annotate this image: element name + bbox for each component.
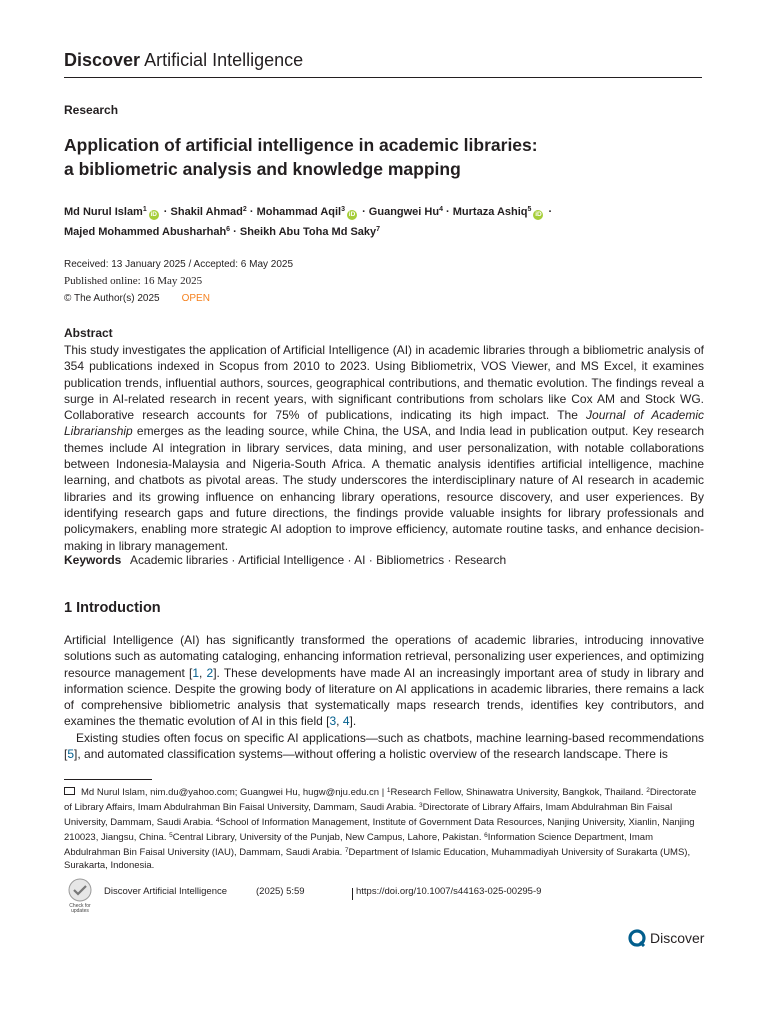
journal-header bbox=[64, 50, 303, 71]
introduction-body bbox=[64, 632, 704, 762]
journal-name: Artificial Intelligence bbox=[144, 50, 304, 70]
journal-brand: Discover bbox=[64, 50, 141, 70]
author-separator: · bbox=[545, 206, 553, 218]
affiliation-sup: 3 bbox=[418, 802, 423, 809]
affiliation-sup: 5 bbox=[169, 832, 173, 839]
author-separator: · bbox=[442, 206, 453, 218]
author-list bbox=[64, 201, 704, 241]
author-separator: · bbox=[359, 206, 369, 218]
open-access-badge: OPEN bbox=[181, 293, 210, 304]
affiliation-text: Central Library, University of the Punjab, New Campus, Lahore, Pakistan. bbox=[172, 832, 485, 843]
abstract-text bbox=[64, 342, 704, 554]
paragraph bbox=[64, 730, 704, 763]
keywords-label: Keywords bbox=[64, 553, 122, 567]
text-run: Existing studies often focus on specific AI applications—such as chatbots, machine learning-based recommendations [ bbox=[64, 730, 704, 762]
orcid-icon[interactable]: iD bbox=[150, 211, 157, 218]
affiliation-text: Department of Islamic Education, Muhammadiyah University of Surakarta (UMS), Surakarta, Indonesia. bbox=[64, 847, 691, 871]
text-run: Artificial Intelligence (AI) has significantly transformed the operations of academic libraries, introducing innovative solutions such as automating cataloging, enhancing information retrieval, personalizing user experiences, and optimizing resource management [ bbox=[64, 633, 704, 680]
published-online: Published online: 16 May 2025 bbox=[64, 275, 203, 287]
affiliation-sup: 2 bbox=[646, 787, 650, 794]
footer-journal: Discover Artificial Intelligence bbox=[104, 886, 228, 897]
author-name[interactable]: Sheikh Abu Toha Md Saky bbox=[239, 226, 377, 238]
author-separator: · bbox=[246, 206, 257, 218]
author-separator: · bbox=[160, 206, 171, 218]
article-dates bbox=[64, 256, 293, 307]
affiliation-sup: 5 bbox=[527, 206, 532, 213]
text-run: ]. These developments have made AI an increasingly important area of study in library and information science. Despite the growing body of literature on AI applications in academic libraries, there remains a lack of comprehensive bibliometric analysis that systematically maps research trends, identifies key contributors, and examines the thematic evolution of AI in this field [ bbox=[64, 665, 704, 729]
badge-text-2: updates bbox=[71, 908, 89, 914]
discover-logo-icon bbox=[628, 929, 646, 947]
author-name[interactable]: Mohammad Aqil bbox=[256, 206, 342, 218]
citation-link[interactable]: 1 bbox=[192, 665, 200, 680]
affiliation-sup: 6 bbox=[226, 226, 231, 233]
affiliation-text: Research Fellow, Shinawatra University, Bangkok, Thailand. bbox=[390, 787, 647, 798]
text-run: , bbox=[336, 714, 343, 729]
author-name[interactable]: Shakil Ahmad bbox=[170, 206, 243, 218]
citation-link[interactable]: 3 bbox=[329, 714, 337, 729]
keywords bbox=[64, 553, 704, 567]
affiliation-sup: 7 bbox=[376, 226, 381, 233]
orcid-icon[interactable]: iD bbox=[348, 211, 356, 218]
affiliation-text: Directorate of Library Affairs, Imam Abdulrahman Bin Faisal University, Dammam, Saudi Arabia. bbox=[64, 802, 673, 828]
abstract-heading: Abstract bbox=[64, 326, 113, 340]
affiliation-sup: 2 bbox=[242, 206, 247, 213]
author-name[interactable]: Murtaza Ashiq bbox=[452, 206, 528, 218]
footer-volume: (2025) 5:59 bbox=[256, 886, 305, 897]
affiliation-footnotes bbox=[64, 784, 704, 872]
footer-separator bbox=[352, 888, 353, 900]
title-line-2: a bibliometric analysis and knowledge mapping bbox=[64, 159, 461, 179]
paragraph bbox=[64, 632, 704, 730]
affiliation-sup: 4 bbox=[439, 206, 443, 213]
citation-link[interactable]: 2 bbox=[206, 665, 214, 680]
copyright: © The Author(s) 2025 bbox=[64, 293, 160, 304]
discover-logo-text: Discover bbox=[650, 930, 705, 946]
affiliation-sup: 3 bbox=[341, 206, 346, 213]
badge-text-1: Check for bbox=[69, 903, 91, 909]
text-run: ]. bbox=[349, 714, 357, 729]
check-for-updates-icon[interactable] bbox=[64, 878, 96, 914]
author-name[interactable]: Majed Mohammed Abusharhah bbox=[64, 226, 227, 238]
envelope-icon bbox=[64, 787, 75, 795]
affiliation-sup: 7 bbox=[344, 847, 349, 854]
affiliation-sup: 1 bbox=[142, 206, 147, 213]
affiliation-sup: 6 bbox=[484, 832, 488, 839]
orcid-icon[interactable]: iD bbox=[535, 211, 542, 218]
footnote-rule bbox=[64, 779, 152, 780]
affiliation-text: School of Information Management, Institute of Government Data Resources, Nanjing University, Xianlin, Nanjing 210023, Jiangsu, China. bbox=[64, 817, 695, 843]
affiliation-text: Information Science Department, Imam Abdulrahman Bin Faisal University (IAU), Dammam, Saudi Arabia. bbox=[64, 832, 653, 858]
abstract-journal-italic: Journal of Academic Librarianship bbox=[64, 408, 704, 439]
author-separator: · bbox=[230, 226, 240, 238]
citation-link[interactable]: 5 bbox=[67, 747, 75, 762]
affiliation-sup: 4 bbox=[215, 817, 220, 824]
copyright-line bbox=[64, 290, 293, 307]
title-line-1: Application of artificial intelligence in academic libraries: bbox=[64, 135, 538, 155]
abstract-text-part: emerges as the leading source, while China, the USA, and India lead in publication output. Key research themes include AI integration in library services, data mining, and user personalization, with notable collaborations between Indonesia-Malaysia and Nigeria-South Africa. A thematic analysis identifies artificial intelligence, machine learning, and chatbots as pivotal areas. The study underscores the interdisciplinary nature of AI research in academic libraries and its growing influence on enhancing library operations, resource discovery, and user experiences. By identifying research gaps and future directions, the findings provide valuable insights for library professionals and policymakers, enabling more strategic AI adoption to improve efficiency, automate routine tasks, and enhance decision-making in library management. bbox=[64, 424, 704, 553]
section-heading-introduction: 1 Introduction bbox=[64, 600, 161, 616]
correspondence[interactable]: Md Nurul Islam, nim.du@yahoo.com; Guangwei Hu, hugw@nju.edu.cn | bbox=[81, 787, 387, 798]
article-type: Research bbox=[64, 103, 119, 117]
author-name[interactable]: Guangwei Hu bbox=[368, 206, 440, 218]
abstract-text-part: This study investigates the application of Artificial Intelligence (AI) in academic libraries through a bibliometric analysis of 354 publications indexed in Scopus from 2010 to 2023. Using Bibliometrix, VOS Viewer, and MS Excel, it examines publication trends, influential authors, sources, geographical contributions, and thematic evolution. The findings reveal a surge in AI-related research in recent years, with significant contributions from scholars like Cox AM and Stock WG. Collaborative research accounts for 75% of publications, indicating its high impact. The bbox=[64, 343, 704, 423]
doi-link[interactable]: https://doi.org/10.1007/s44163-025-00295-9 bbox=[356, 886, 542, 897]
keywords-list: Academic libraries · Artificial Intelligence · AI · Bibliometrics · Research bbox=[130, 553, 507, 567]
text-run: , bbox=[199, 665, 207, 680]
header-rule bbox=[64, 77, 702, 78]
article-title bbox=[64, 133, 704, 181]
author-name[interactable]: Md Nurul Islam bbox=[64, 206, 143, 218]
affiliation-text: Directorate of Library Affairs, Imam Abdulrahman Bin Faisal University, Dammam, Saudi Arabia. bbox=[64, 787, 697, 813]
text-run: ], and automated classification systems—without offering a holistic overview of the research landscape. There is bbox=[74, 747, 668, 762]
discover-logo[interactable] bbox=[628, 928, 704, 948]
citation-link[interactable]: 4 bbox=[342, 714, 350, 729]
affiliation-sup: 1 bbox=[386, 787, 391, 794]
received-accepted: Received: 13 January 2025 / Accepted: 6 May 2025 bbox=[64, 259, 294, 270]
